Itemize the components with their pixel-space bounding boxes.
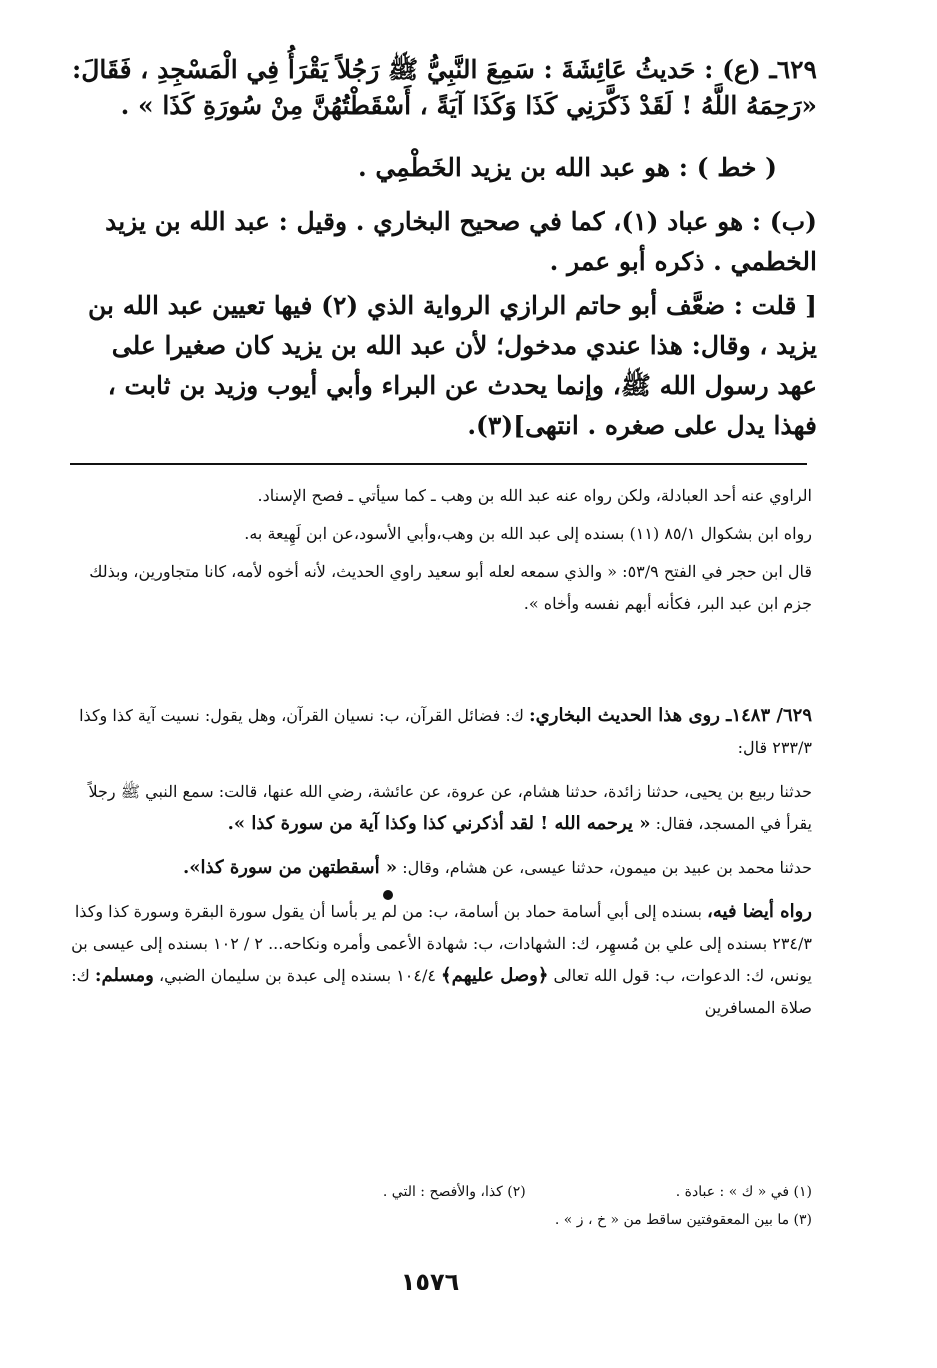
other-sources-paragraph <box>70 896 812 1024</box>
commentary-bottom <box>70 700 812 1036</box>
sources-text: بسنده إلى أبي أسامة حماد بن أسامة، ب: من لم ير بأسا أن يقول سورة البقرة وسورة كذا وكذا ٢٣٤/٣ بسنده إلى علي بن مُسهِر، ك: الشهادات، ب: شهادة الأعمى وأمره ونكاحه... ٢ / ١٠٢ بسنده إلى عيسى بن يونس، ك: الدعوات، ب: قول الله تعالى <box>71 902 812 985</box>
takhrij-text: ك: فضائل القرآن، ب: نسيان القرآن، وهل يقول: نسيت آية كذا وكذا ٢٣٣/٣ قال: <box>79 706 812 757</box>
bullet-dot <box>383 890 393 900</box>
footnotes <box>70 1178 812 1234</box>
footnote-row <box>70 1178 812 1206</box>
hadith-629: ٦٢٩ـ (ع) : حَديثُ عَائِشَةَ : سَمِعَ النَّبِيُّ ﷺ رَجُلاً يَقْرَأُ فِي الْمَسْجِدِ ، فَقَالَ: «رَحِمَهُ اللَّهُ ! لَقَدْ ذَكَّرَنِي كَذَا وَكَذَا آيَةً ، أَسْقَطْتُهُنَّ مِنْ سُورَةِ كَذَا » . <box>71 55 817 120</box>
page-number: ١٥٧٦ <box>400 1268 460 1296</box>
quran-quote: ﴿وصل عليهم﴾ <box>441 965 549 986</box>
b-note: (ب) : هو عباد (١)، كما في صحيح البخاري . وقيل : عبد الله بن يزيد الخطمي . ذكره أبو عمر . <box>105 207 817 276</box>
commentary-top <box>70 480 812 626</box>
commentary-line: رواه ابن بشكوال ٨٥/١ (١١) بسنده إلى عبد الله بن وهب،وأبي الأسود،عن ابن لَهِيعة به. <box>244 524 812 543</box>
isnad-paragraph <box>70 852 812 884</box>
takhrij-paragraph <box>70 700 812 764</box>
divider-rule <box>70 463 807 465</box>
muslim-label: ومسلم: <box>94 965 154 986</box>
footnote-2: (٢) كذا، والأفصح : التي . <box>382 1184 526 1200</box>
commentary-line: الراوي عنه أحد العبادلة، ولكن رواه عنه عبد الله بن وهب ـ كما سيأتي ـ فصح الإسناد. <box>257 486 812 505</box>
commentary-line: قال ابن حجر في الفتح ٥٣/٩: « والذي سمعه لعله أبو سعيد راوي الحديث، لأنه أخوه لأمه، كانا متجاورين، وبذلك جزم ابن عبد البر، فكأنه أبهم نفسه وأخاه ». <box>89 562 812 613</box>
isnad-text: حدثنا ربيع بن يحيى، حدثنا زائدة، حدثنا هشام، عن عروة، عن عائشة، رضي الله عنها، قالت: سمع النبي ﷺ رجلاً يقرأ في المسجد، فقال: <box>88 782 812 833</box>
author-comment: [ قلت : ضعَّف أبو حاتم الرازي الرواية الذي (٢) فيها تعيين عبد الله بن يزيد ، وقال: هذا عندي مدخول؛ لأن عبد الله بن يزيد كان صغيرا على عهد رسول الله ﷺ، وإنما يحدث عن البراء وأبي أيوب وزيد بن ثابت ، فهذا يدل على صغره . انتهى](٣). <box>88 291 817 440</box>
takhrij-heading: ٦٢٩/ ١٤٨٣ـ روى هذا الحديث البخاري: <box>529 705 812 726</box>
other-sources-heading: رواه أيضا فيه، <box>707 901 812 922</box>
sources-text: ك: صلاة المسافرين <box>71 966 812 1017</box>
sources-text: ١٠٤/٤ بسنده إلى عبدة بن سليمان الضبي، <box>153 966 442 985</box>
main-text <box>70 52 817 446</box>
isnad-text: حدثنا محمد بن عبيد بن ميمون، حدثنا عيسى، عن هشام، وقال: <box>397 858 812 877</box>
matn-text: « يرحمه الله ! لقد أذكرني كذا وكذا آية من سورة كذا ». <box>227 813 651 834</box>
isnad-paragraph <box>70 776 812 840</box>
footnote-1: (١) في « ك » : عبادة . <box>675 1184 812 1200</box>
khatt-note: ( خط ) : هو عبد الله بن يزيد الخَطْمِي . <box>357 153 777 182</box>
footnote-3: (٣) ما بين المعقوفتين ساقط من « خ ، ز » . <box>554 1212 812 1228</box>
matn-text: « أسقطتهن من سورة كذا». <box>183 857 398 878</box>
